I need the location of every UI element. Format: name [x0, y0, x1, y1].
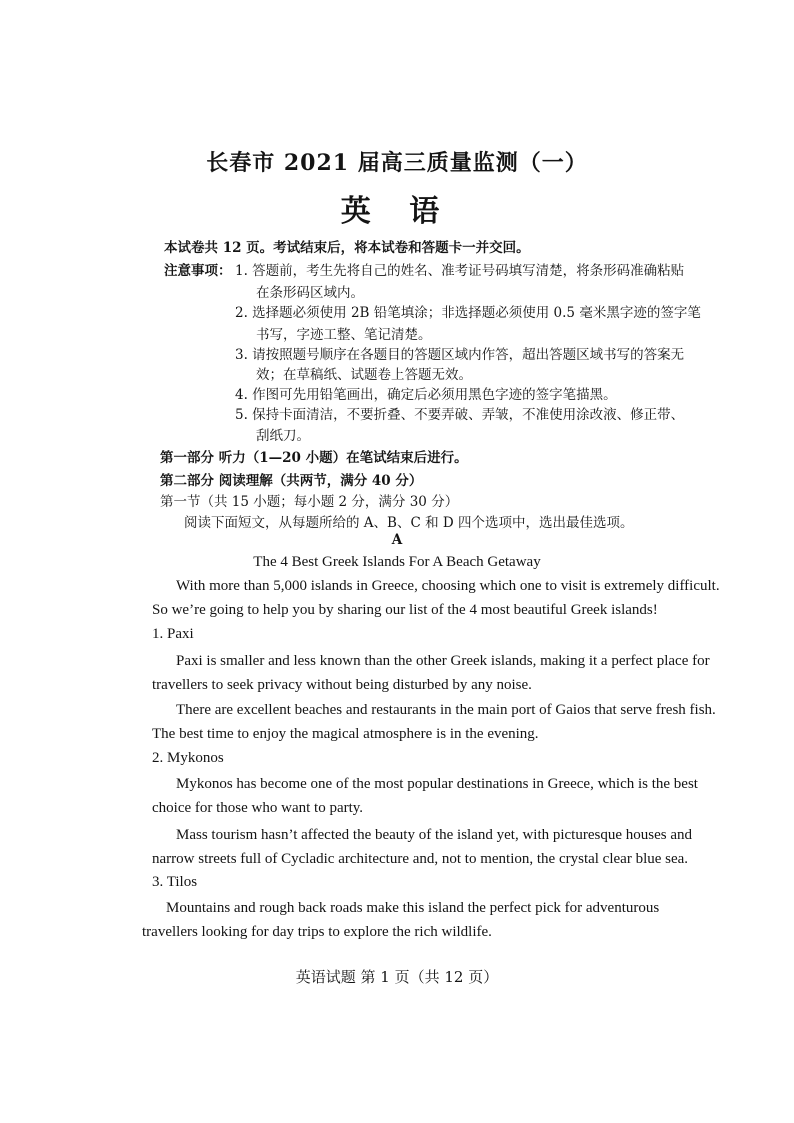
notice-item: 3. 请按照题号顺序在各题目的答题区域内作答，超出答题区域书写的答案无	[235, 347, 685, 363]
passage-subheading: 2. Mykonos	[152, 750, 224, 766]
passage-line: choice for those who want to party.	[152, 800, 364, 816]
subject-heading: 英 语	[340, 194, 454, 229]
notice-item: 2. 选择题必须使用 2B 铅笔填涂；非选择题必须使用 0.5 毫米黑字迹的签字笔	[235, 305, 701, 321]
part1-heading: 第一部分 听力（1—20 小题）在笔试结束后进行。	[160, 450, 468, 466]
notice-item: 效；在草稿纸、试题卷上答题无效。	[256, 367, 472, 383]
passage-line: There are excellent beaches and restaurants in the main port of Gaios that serve fresh fish.	[176, 702, 716, 718]
passage-line: So we’re going to help you by sharing our list of the 4 most beautiful Greek islands!	[152, 602, 658, 618]
passage-line: narrow streets full of Cycladic architecture and, not to mention, the crystal clear blue sea.	[152, 851, 689, 867]
passage-line: travellers looking for day trips to explore the rich wildlife.	[142, 924, 492, 940]
passage-line: Paxi is smaller and less known than the other Greek islands, making it a perfect place for	[176, 653, 710, 669]
passage-line: Mountains and rough back roads make this island the perfect pick for adventurous	[166, 900, 660, 916]
notice-item: 4. 作图可先用铅笔画出，确定后必须用黑色字迹的签字笔描黑。	[235, 387, 617, 403]
passage-line: travellers to seek privacy without being disturbed by any noise.	[152, 677, 532, 693]
passage-line: With more than 5,000 islands in Greece, choosing which one to visit is extremely difficult.	[176, 578, 720, 594]
passage-title: The 4 Best Greek Islands For A Beach Getaway	[253, 554, 541, 570]
passage-line: Mass tourism hasn’t affected the beauty of the island yet, with picturesque houses and	[176, 827, 692, 843]
passage-line: Mykonos has become one of the most popular destinations in Greece, which is the best	[176, 776, 698, 792]
passage-subheading: 3. Tilos	[152, 874, 198, 890]
instructions-intro: 本试卷共 12 页。考试结束后，将本试卷和答题卡一并交回。	[164, 240, 530, 256]
passage-line: The best time to enjoy the magical atmosphere is in the evening.	[152, 726, 539, 742]
section1-heading: 第一节（共 15 小题；每小题 2 分，满分 30 分）	[160, 494, 459, 510]
part2-heading: 第二部分 阅读理解（共两节，满分 40 分）	[160, 473, 423, 489]
notice-item: 1. 答题前，考生先将自己的姓名、准考证号码填写清楚，将条形码准确粘贴	[235, 263, 685, 279]
notice-item: 书写，字迹工整、笔记清楚。	[256, 327, 432, 343]
notice-item: 刮纸刀。	[256, 428, 310, 444]
passage-letter: A	[391, 532, 403, 548]
notice-item: 在条形码区域内。	[256, 285, 364, 301]
page-footer: 英语试题 第 1 页（共 12 页）	[295, 968, 499, 986]
directions: 阅读下面短文，从每题所给的 A、B、C 和 D 四个选项中，选出最佳选项。	[184, 515, 634, 531]
passage-subheading: 1. Paxi	[152, 626, 194, 642]
exam-title: 长春市 2021 届高三质量监测（一）	[206, 150, 588, 176]
notice-label: 注意事项：	[164, 263, 232, 279]
notice-item: 5. 保持卡面清洁，不要折叠、不要弄破、弄皱，不准使用涂改液、修正带、	[235, 407, 685, 423]
